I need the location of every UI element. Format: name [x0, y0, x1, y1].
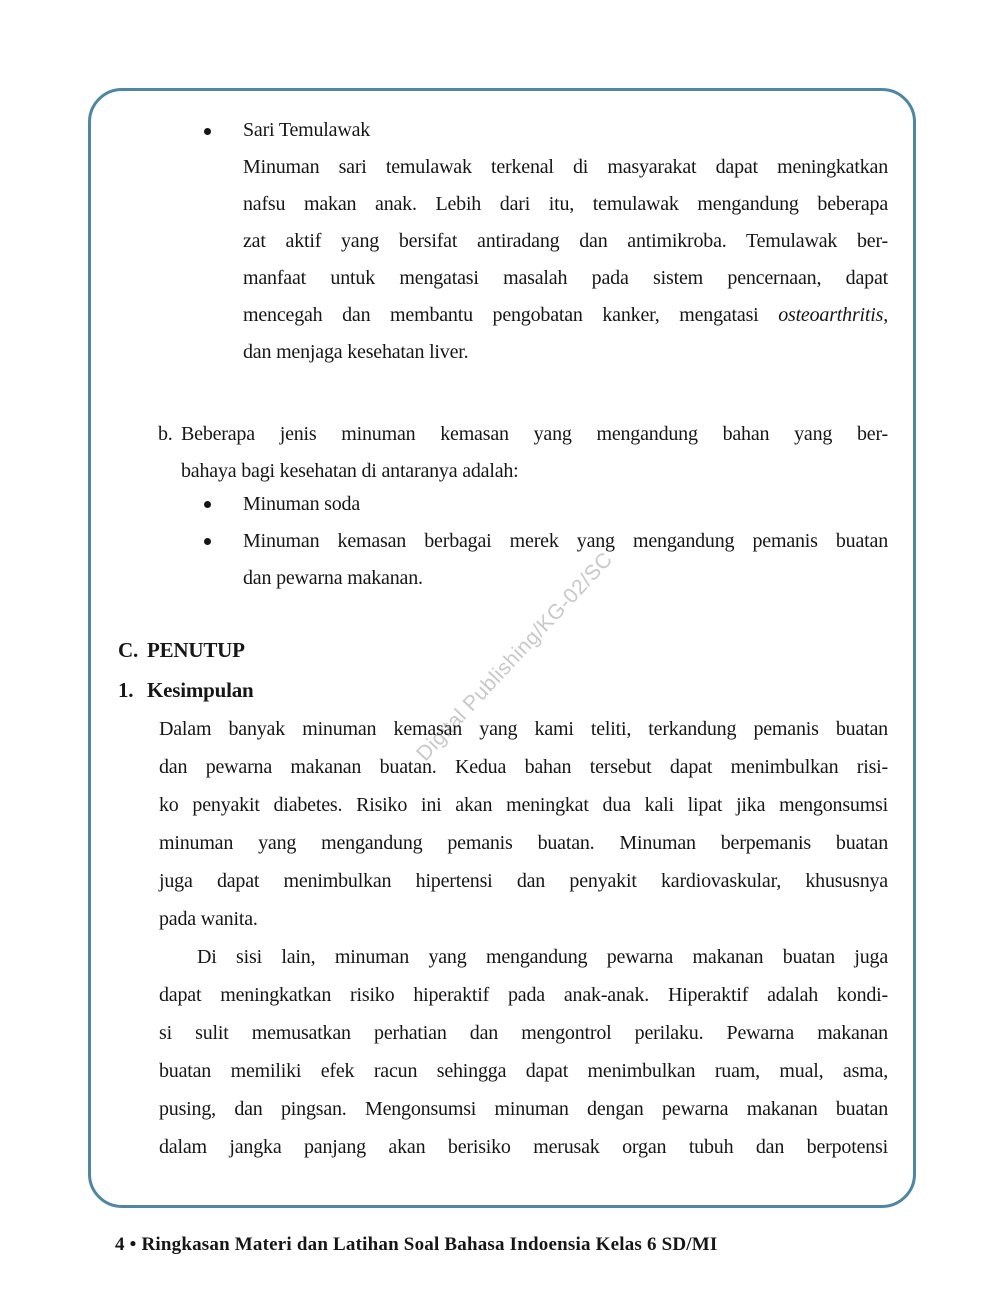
body-line: dan menjaga kesehatan liver.	[243, 341, 469, 363]
page-footer: 4 • Ringkasan Materi dan Latihan Soal Bahasa Indoensia Kelas 6 SD/MI	[115, 1234, 718, 1255]
paragraph-kesimpulan-1	[159, 710, 888, 938]
paragraph-line: ko penyakit diabetes. Risiko ini akan meningkat dua kali lipat jika mengonsumsi	[159, 794, 888, 816]
paragraph-line: pada wanita.	[159, 908, 258, 930]
body-text: mencegah dan membantu pengobatan kanker, mengatasi	[243, 304, 779, 326]
bullet-item-title: Sari Temulawak	[243, 119, 371, 141]
paragraph-line: Di sisi lain, minuman yang mengandung pewarna makanan buatan juga	[197, 946, 888, 968]
paragraph-line: pusing, dan pingsan. Mengonsumsi minuman dengan pewarna makanan buatan	[159, 1098, 888, 1120]
body-line: nafsu makan anak. Lebih dari itu, temulawak mengandung beberapa	[243, 193, 888, 215]
body-line: dan pewarna makanan.	[243, 567, 423, 589]
section-heading-penutup: PENUTUP	[147, 638, 245, 662]
paragraph-line: Dalam banyak minuman kemasan yang kami teliti, terkandung pemanis buatan	[159, 718, 888, 740]
paragraph-line: minuman yang mengandung pemanis buatan. Minuman berpemanis buatan	[159, 832, 888, 854]
body-line: Minuman sari temulawak terkenal di masyarakat dapat meningkatkan	[243, 156, 888, 178]
body-line: manfaat untuk mengatasi masalah pada sistem pencernaan, dapat	[243, 267, 888, 289]
body-text: ,	[883, 304, 888, 326]
paragraph-line: dapat meningkatkan risiko hiperaktif pada anak-anak. Hiperaktif adalah kondi-	[159, 984, 888, 1006]
body-line: Beberapa jenis minuman kemasan yang mengandung bahan yang ber-	[181, 423, 888, 445]
subsection-heading-kesimpulan: Kesimpulan	[147, 678, 254, 702]
bullet-icon	[204, 501, 211, 508]
italic-term: osteoarthritis	[778, 304, 884, 326]
bullet-item-sari	[243, 112, 888, 371]
paragraph-kesimpulan-2	[159, 938, 888, 1166]
body-line: zat aktif yang bersifat antiradang dan antimikroba. Temulawak ber-	[243, 230, 888, 252]
paragraph-line: si sulit memusatkan perhatian dan mengontrol perilaku. Pewarna makanan	[159, 1022, 888, 1044]
paragraph-line: dalam jangka panjang akan berisiko merusak organ tubuh dan berpotensi	[159, 1136, 888, 1158]
watermark: Digital Publishing/KG-02/SC	[412, 547, 618, 766]
list-label-b: b.	[158, 423, 173, 445]
body-line: Minuman kemasan berbagai merek yang mengandung pemanis buatan	[243, 530, 888, 552]
body-line	[243, 297, 888, 334]
bullet-item-title: Minuman soda	[243, 493, 361, 515]
subsection-label: 1.	[118, 678, 134, 702]
bullet-icon	[204, 538, 211, 545]
bullet-item-kemasan	[243, 523, 888, 597]
list-item-b	[181, 416, 888, 490]
paragraph-line: dan pewarna makanan buatan. Kedua bahan tersebut dapat menimbulkan risi-	[159, 756, 888, 778]
paragraph-line: buatan memiliki efek racun sehingga dapat menimbulkan ruam, mual, asma,	[159, 1060, 888, 1082]
body-line: bahaya bagi kesehatan di antaranya adalah:	[181, 460, 519, 482]
section-label: C.	[118, 638, 139, 662]
bullet-item-soda	[243, 486, 888, 523]
bullet-icon	[204, 128, 211, 135]
paragraph-line: juga dapat menimbulkan hipertensi dan penyakit kardiovaskular, khususnya	[159, 870, 888, 892]
